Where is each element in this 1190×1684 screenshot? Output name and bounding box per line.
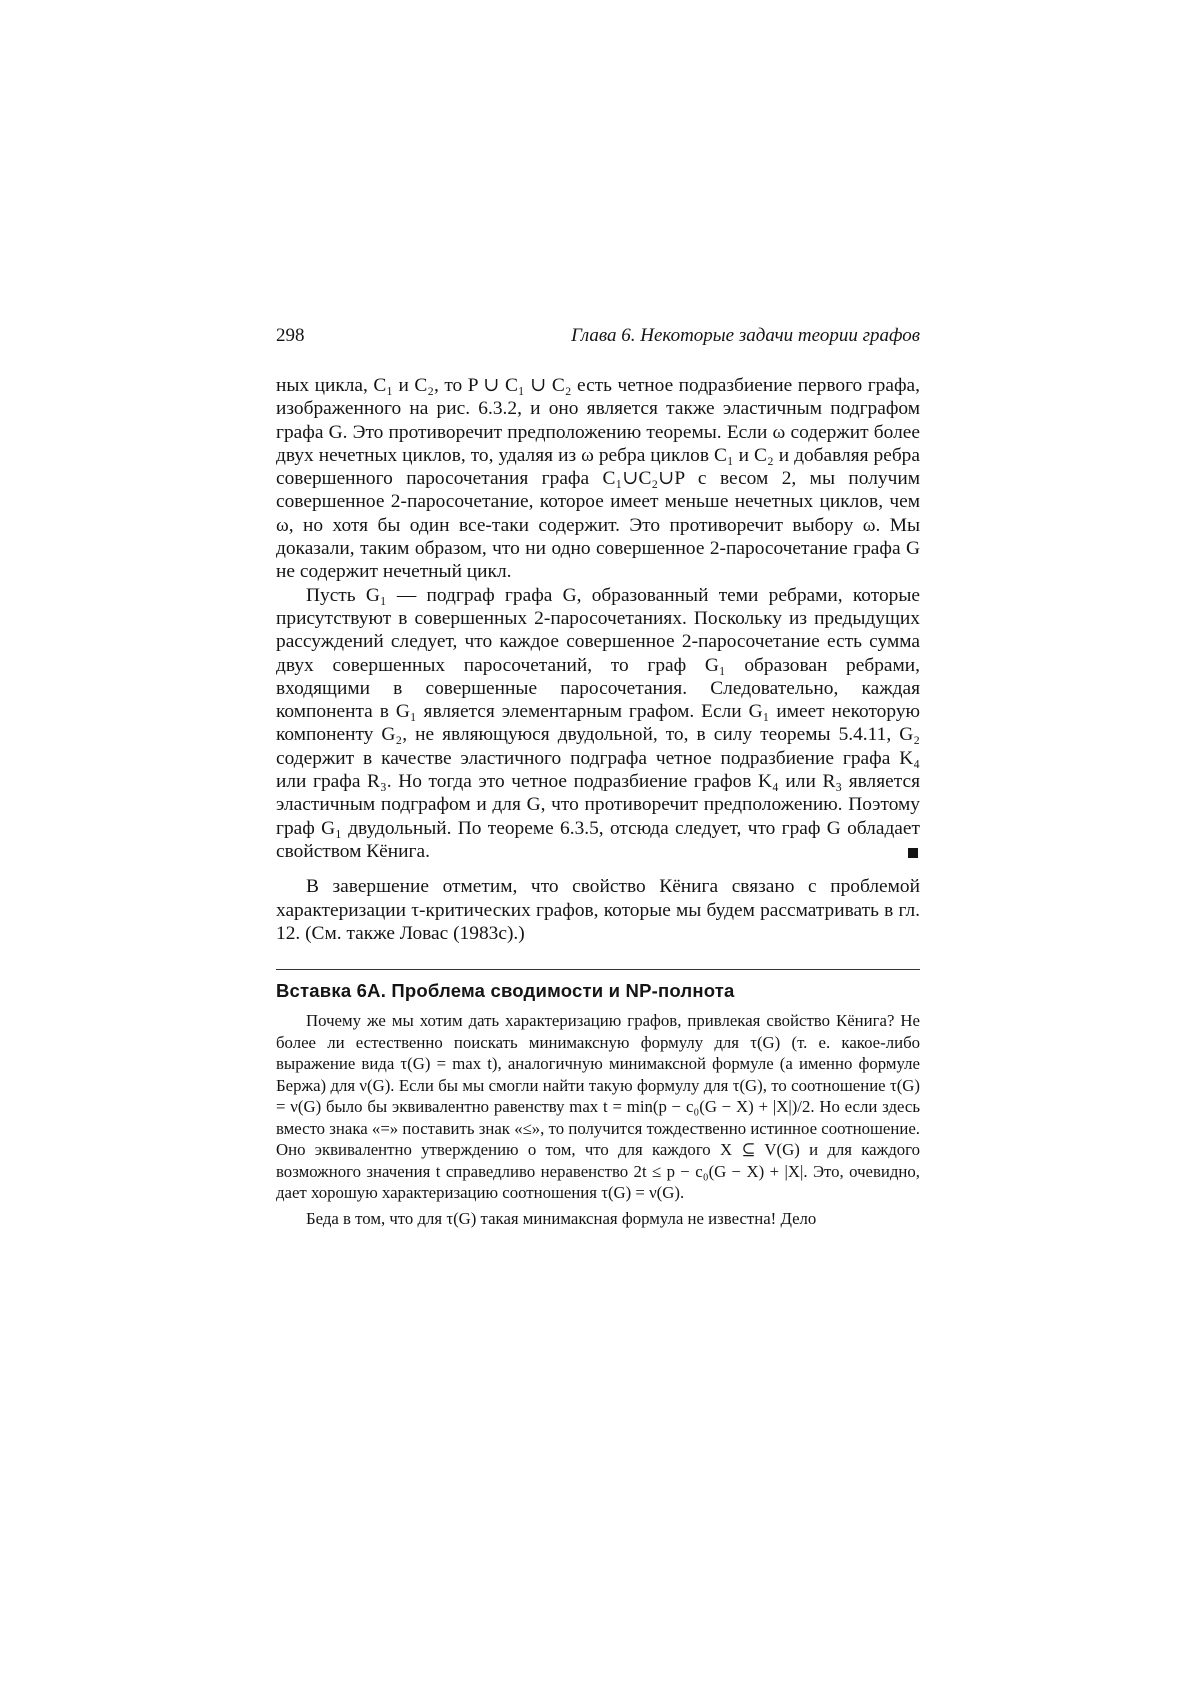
box-paragraph-2: Беда в том, что для τ(G) такая минимаксная формула не известна! Дело [306, 1208, 817, 1228]
page-number: 298 [276, 325, 305, 346]
running-title: Глава 6. Некоторые задачи теории графов [571, 325, 920, 346]
page-header [276, 325, 920, 351]
main-text [276, 374, 920, 1229]
paragraph-3: В завершение отметим, что свойство Кёнига связано с проблемой характеризации τ-критических графов, которые мы будем рассматривать в гл. 12. (См. также Ловас (1983c).) [276, 876, 920, 944]
box-divider [276, 969, 920, 970]
paragraph-2-container [276, 584, 920, 864]
paragraph-2: Пусть G₁ — подграф графа G, образованный теми ребрами, которые присутствуют в совершенных 2-паросочетаниях. Поскольку из предыдущих рассуждений следует, что каждое совершенное 2-паросочетание есть сумма двух совершенных паросочетаний, то граф G₁ образован ребрами, входящими в совершенные паросочетания. Следовательно, каждая компонента в G₁ является элементарным графом. Если G₁ имеет некоторую компоненту G₂, не являющуюся двудольной, то, в силу теоремы 5.4.11, G₂ содержит в качестве эластичного подграфа четное подразбиение графа K₄ или графа R₃. Но тогда это четное подразбиение графов K₄ или R₃ является эластичным подграфом и для G, что противоречит предположению. Поэтому граф G₁ двудольный. По теореме 6.3.5, отсюда следует, что граф G обладает свойством Кёнига. [276, 584, 920, 862]
inset-box [276, 980, 920, 1229]
box-title: Вставка 6A. Проблема сводимости и NP-полнота [276, 980, 735, 1002]
paragraph-1: ных цикла, C₁ и C₂, то P ∪ C₁ ∪ C₂ есть четное подразбиение первого графа, изображенного на рис. 6.3.2, и оно является также эластичным подграфом графа G. Это противоречит предположению теоремы. Если ω содержит более двух нечетных циклов, то, удаляя из ω ребра циклов C₁ и C₂ и добавляя ребра совершенного паросочетания графа C₁∪C₂∪P с весом 2, мы получим совершенное 2-паросочетание, которое имеет меньше нечетных циклов, чем ω, но хотя бы один все-таки содержит. Это противоречит выбору ω. Мы доказали, таким образом, что ни одно совершенное 2-паросочетание графа G не содержит нечетный цикл. [276, 375, 920, 583]
end-of-proof-icon [908, 848, 918, 858]
box-paragraph-1: Почему же мы хотим дать характеризацию графов, привлекая свойство Кёнига? Не более ли естественно поискать минимаксную формулу для τ(G) (т. е. какое-либо выражение вида τ(G) = max t), аналогичную минимаксной формуле (а именно формуле Бержа) для ν(G). Если бы мы смогли найти такую формулу для τ(G), то соотношение τ(G) = ν(G) было бы эквивалентно равенству max t = min(p − c₀(G − X) + |X|)/2. Но если здесь вместо знака «=» поставить знак «≤», то получится тождественно истинное соотношение. Оно эквивалентно утверждению о том, что для каждого X ⊆ V(G) и для каждого возможного значения t справедливо неравенство 2t ≤ p − c₀(G − X) + |X|. Это, очевидно, дает хорошую характеризацию соотношения τ(G) = ν(G). [276, 1011, 920, 1203]
